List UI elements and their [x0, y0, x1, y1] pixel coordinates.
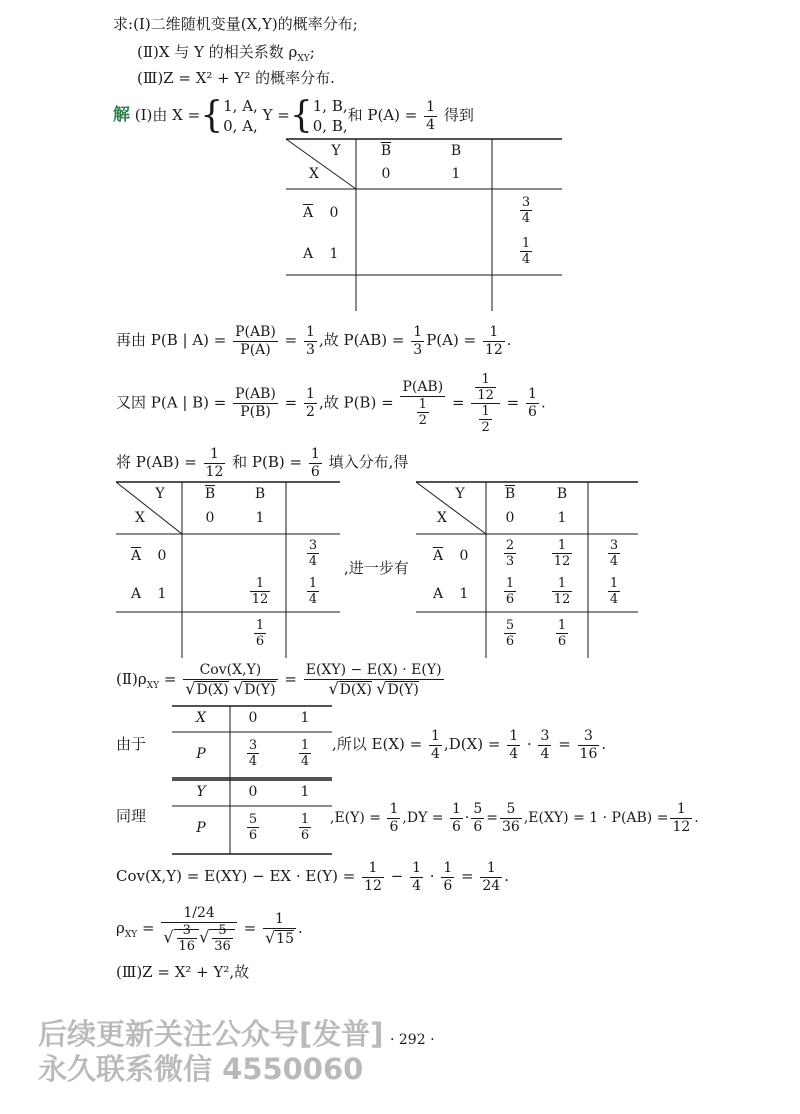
rho-frac1: [183, 662, 277, 699]
y-p1-den: 6: [248, 828, 258, 843]
table3-r1-sum: [602, 576, 626, 607]
table1-r1-sum-num: 1: [521, 236, 531, 251]
step1-frac4: [483, 324, 505, 359]
table3-c00: [498, 538, 522, 569]
table2-x-header: X: [135, 510, 145, 526]
cov-f2-den: 4: [412, 877, 421, 894]
table2-r1-sum: [300, 576, 326, 607]
x-p1-num: 3: [248, 738, 258, 753]
rho-val-sub: XY: [124, 930, 138, 940]
table3-s1-num: 1: [557, 618, 567, 633]
cov-text1: Cov(X,Y) = E(XY) − EX · E(Y) =: [116, 867, 356, 885]
y-table-h2: 0: [248, 784, 258, 800]
joint-distribution-table-2: [116, 482, 340, 658]
rho-val-frac: [161, 905, 237, 954]
cov-frac3: [441, 860, 454, 895]
step3-f1-den: 12: [205, 463, 224, 480]
exy-den: 12: [672, 818, 691, 835]
question-line-1: [113, 14, 358, 34]
table3-col-1: 1: [557, 510, 567, 526]
table1-r0-sum: [514, 195, 538, 226]
x-table-h2: 0: [248, 710, 258, 726]
y-p2-den: 6: [300, 828, 310, 843]
cov-f3-num: 1: [443, 859, 453, 876]
pa-num: 1: [426, 98, 436, 115]
dx-d2-den: 4: [540, 745, 550, 762]
x-table-p: P: [196, 746, 206, 762]
step3-f2-num: 1: [310, 445, 320, 462]
step2-eq2: =: [451, 393, 465, 412]
solution-intro: [113, 95, 474, 136]
table3-c11-num: 1: [552, 576, 573, 592]
rho-res-num: 1: [263, 911, 296, 929]
table1-row-0: 0: [329, 205, 339, 221]
x-p2-num: 1: [300, 738, 310, 753]
table2-row-0: 0: [157, 548, 167, 564]
table1-y-header: Y: [331, 143, 341, 159]
table2-sum-b: [248, 618, 272, 649]
further-text: ,进一步有: [344, 559, 409, 577]
y-p1-num: 5: [248, 812, 258, 827]
dy-d3-den: 36: [502, 818, 520, 835]
rho-subscript: XY: [297, 54, 310, 64]
y-p2-num: 1: [300, 812, 310, 827]
rho-label: (Ⅱ)ρ: [116, 670, 147, 688]
y-table-h1: Y: [196, 784, 206, 800]
step3-frac1: [204, 446, 226, 481]
watermark-line-2: 永久联系微信 4550060: [38, 1052, 364, 1086]
dy-frac2: [471, 801, 484, 836]
dx-d1-den: 4: [509, 745, 519, 762]
dy-dot: ·: [464, 810, 470, 826]
question-part-2: (Ⅱ)X 与 Y 的相关系数 ρ: [137, 43, 298, 61]
page-number: · 292 ·: [390, 1032, 435, 1048]
dx-dot: ·: [526, 735, 532, 753]
dx-frac2: [538, 728, 551, 763]
table3-r1-sum-den: 4: [609, 592, 619, 607]
table3-s1: [550, 618, 574, 649]
table1-r0-sum-den: 4: [521, 211, 531, 226]
table3-row-0: 0: [459, 548, 469, 564]
x-p1-den: 4: [248, 754, 258, 769]
x-case-2: 0, A,: [223, 117, 258, 135]
y-table-p2: [292, 812, 318, 843]
rho-f2-den-b: D(Y): [387, 681, 419, 698]
ey-e-den: 6: [389, 818, 399, 835]
x-table-h1: X: [196, 710, 206, 726]
x-table-h3: 1: [300, 710, 310, 726]
question-part-3: (Ⅲ)Z = X² + Y² 的概率分布.: [137, 69, 335, 87]
dx-d3-num: 3: [578, 728, 600, 746]
joint-distribution-table-1: [286, 139, 562, 311]
exy-frac: [670, 801, 692, 836]
table3-c01: [548, 538, 576, 569]
step3-frac2: [309, 446, 322, 481]
table3-c01-num: 1: [552, 538, 573, 554]
rho-val-eq: =: [141, 919, 155, 937]
step1-f3-den: 3: [413, 341, 423, 358]
sqrt-icon: √: [163, 927, 174, 946]
table2-r0-sum-num: 3: [308, 538, 318, 553]
question-line-3: [137, 68, 335, 88]
ey-text2: ,DY =: [402, 810, 444, 826]
x-p2-den: 4: [300, 754, 310, 769]
table3-c10-num: 1: [505, 576, 515, 591]
y-table-p1: [240, 812, 266, 843]
watermark-line-1: 后续更新关注公众号[发普]: [38, 1017, 384, 1051]
rho-result-frac: [263, 911, 296, 948]
table1-row-bar-a: $\overline{A}$: [302, 205, 314, 221]
step2-eq3: =: [506, 393, 520, 412]
table2-col-0: 0: [205, 510, 215, 526]
rho-val-end: .: [298, 919, 303, 937]
table2-sum-b-num: 1: [255, 618, 265, 633]
step2-frac3: [400, 379, 445, 428]
sqrt-icon: √: [233, 678, 244, 698]
step1-f3-num: 1: [413, 323, 423, 340]
cov-minus: −: [390, 867, 404, 885]
ex-text2: ,D(X) =: [443, 735, 501, 753]
step2-f2-num: 1: [306, 386, 315, 402]
rho-eq: =: [163, 670, 177, 688]
step1-f4-den: 12: [484, 341, 503, 358]
ey-frac: [387, 801, 400, 836]
step1-text1: 再由 P(B | A) =: [116, 331, 227, 349]
cov-f1-num: 1: [362, 860, 384, 878]
dx-end: .: [601, 735, 607, 753]
step1-eq: =: [284, 331, 298, 349]
rho-label-sub: XY: [146, 681, 160, 691]
step2-frac4: [471, 372, 500, 435]
step-1: [116, 318, 512, 362]
table1-x-header: X: [309, 166, 319, 182]
rho-value: [116, 898, 303, 965]
step-2: [116, 372, 546, 435]
table2-col-b: B: [254, 486, 266, 502]
ex-text1: ,所以 E(X) =: [332, 735, 423, 753]
step2-f4-den-num: 1: [481, 404, 490, 419]
y-table-p: P: [196, 820, 206, 836]
joint-distribution-table-3: [416, 482, 638, 658]
rho-f1-num: Cov(X,Y): [183, 662, 277, 680]
x-table-p1: [240, 738, 266, 769]
step2-f4-num-den: 12: [477, 388, 494, 403]
step2-text1: 又因 P(A | B) =: [116, 393, 227, 412]
pa-end: 得到: [443, 106, 474, 124]
table2-r1b-num: 1: [250, 576, 271, 592]
table-3-lines: [416, 482, 638, 658]
cov-end: .: [504, 867, 509, 885]
step1-text2: ,故 P(AB) =: [318, 331, 405, 349]
ex-formula: [332, 724, 606, 764]
question-part-2-end: ;: [309, 43, 315, 61]
cov-frac1: [362, 860, 384, 895]
table2-r1b-den: 12: [251, 592, 269, 607]
table3-r0-sum: [602, 538, 626, 569]
rho-eq2: =: [284, 670, 297, 688]
sqrt-icon: √: [328, 678, 339, 698]
table3-row-a: A: [432, 586, 444, 602]
pa-text: 和 P(A) =: [347, 106, 418, 124]
x-table-p2: [292, 738, 318, 769]
table3-x-header: X: [437, 510, 447, 526]
rho-f2-den-a: D(X): [339, 681, 372, 698]
dy-d1-den: 6: [451, 818, 461, 835]
pa-fraction: [424, 99, 437, 134]
solution-label: 解: [113, 105, 130, 125]
y-cases: [313, 96, 348, 136]
step2-frac2: [304, 386, 317, 421]
dy-eq: =: [486, 810, 498, 826]
table3-c00-den: 3: [505, 554, 515, 569]
table3-c11-den: 12: [553, 592, 571, 607]
table-2-lines: [116, 482, 340, 658]
cov-f2-num: 1: [412, 859, 421, 876]
table1-row-a: A: [302, 246, 314, 262]
cov-frac4: [480, 860, 502, 895]
cov-frac2: [410, 860, 423, 895]
table1-col-b: B: [450, 143, 462, 159]
dy-d2-num: 5: [473, 800, 483, 817]
step2-f2-den: 2: [306, 404, 315, 420]
table3-s1-den: 6: [557, 634, 567, 649]
step2-f4-num-num: 1: [475, 372, 496, 388]
rho-formula: [116, 656, 446, 709]
step2-frac5: [526, 386, 539, 421]
step-3: [116, 442, 408, 482]
table3-col-bar-b: $\overline{B}$: [504, 486, 516, 502]
part-3-text: (Ⅲ)Z = X² + Y²,故: [116, 963, 250, 981]
table3-c00-num: 2: [505, 538, 515, 553]
rho-val-num: 1/24: [161, 905, 237, 923]
step2-f1-den: P(B): [240, 404, 271, 420]
table2-row-1: 1: [157, 586, 167, 602]
step2-f5-den: 6: [528, 404, 537, 420]
x-distribution-table: [172, 706, 332, 780]
y-equals: Y =: [262, 106, 290, 124]
table2-row-a: A: [130, 586, 142, 602]
table2-r0-sum: [300, 538, 326, 569]
cov-dot: ·: [429, 867, 435, 885]
sqrt-icon: √: [199, 927, 210, 946]
dy-d2-den: 6: [473, 818, 483, 835]
ex-label: 由于: [116, 735, 147, 753]
step2-f1-num: P(AB): [235, 386, 276, 402]
x-cases: [223, 96, 258, 136]
table1-col-0: 0: [381, 166, 391, 182]
rho-f1-den-b: D(Y): [244, 681, 276, 698]
sqrt-icon: √: [264, 927, 276, 947]
step2-frac1: [233, 386, 278, 421]
pa-den: 4: [426, 116, 436, 133]
dy-frac3: [500, 801, 522, 836]
rho-frac2: [304, 662, 444, 699]
ey-label: 同理: [116, 807, 147, 825]
cov-f4-num: 1: [480, 860, 502, 878]
table1-r0-sum-num: 3: [521, 195, 531, 210]
rho-val-eq2: =: [243, 919, 257, 937]
step3-f2-den: 6: [310, 463, 320, 480]
rho-res-den: 15: [276, 930, 294, 947]
ex-e-den: 4: [431, 745, 440, 762]
left-brace-y: {: [289, 95, 313, 136]
step3-f1-num: 1: [204, 446, 226, 464]
step3-text2: 和 P(B) =: [232, 453, 303, 471]
step2-eq: =: [284, 393, 298, 412]
dx-eq: =: [558, 735, 571, 753]
rho-r2-num: 5: [212, 923, 233, 939]
step1-f1-num: P(AB): [235, 323, 276, 340]
table2-col-bar-b: $\overline{B}$: [204, 486, 216, 502]
rho-f1-den-a: D(X): [196, 681, 229, 698]
step2-f5-num: 1: [528, 386, 537, 402]
table3-s0-den: 6: [505, 634, 515, 649]
table3-r1-sum-num: 1: [609, 576, 619, 591]
step1-f1-den: P(A): [240, 341, 271, 358]
table2-col-1: 1: [255, 510, 265, 526]
y-table-h3: 1: [300, 784, 310, 800]
y-distribution-table: [172, 780, 332, 854]
table3-row-bar-a: $\overline{A}$: [432, 548, 444, 564]
step1-end: .: [506, 331, 512, 349]
table3-s0-num: 5: [505, 618, 515, 633]
rho-r1-den: 16: [178, 938, 196, 954]
table3-col-0: 0: [505, 510, 515, 526]
left-brace: {: [200, 95, 224, 136]
table3-r0-sum-den: 4: [609, 554, 619, 569]
table2-r1-sum-den: 4: [308, 592, 318, 607]
table3-s0: [498, 618, 522, 649]
solution-part1-intro: (Ⅰ)由 X =: [134, 106, 201, 124]
cov-eq: =: [461, 867, 474, 885]
x-case-1: 1, A,: [223, 97, 258, 115]
sqrt-icon: √: [185, 678, 196, 698]
rho-val-label: ρ: [116, 919, 125, 937]
ey-text3: ,E(XY) = 1 · P(AB) =: [523, 810, 669, 826]
table1-col-bar-b: $\overline{B}$: [380, 143, 392, 159]
table3-c11: [548, 576, 576, 607]
cov-f3-den: 6: [443, 877, 453, 894]
step1-f4-num: 1: [483, 324, 505, 342]
table2-r1-sum-num: 1: [308, 576, 318, 591]
ey-e-num: 1: [389, 800, 399, 817]
dx-d1-num: 1: [509, 727, 519, 744]
table3-r0-sum-num: 3: [609, 538, 619, 553]
ey-formula: [330, 798, 699, 838]
step1-f2-num: 1: [306, 323, 315, 340]
sqrt-icon: √: [376, 678, 387, 698]
exy-num: 1: [670, 801, 692, 819]
table1-r1-sum: [514, 236, 538, 267]
step2-end: .: [540, 393, 546, 412]
cov-formula: [116, 856, 509, 896]
dy-d3-num: 5: [500, 801, 522, 819]
dx-frac1: [507, 728, 520, 763]
ey-end: .: [694, 810, 699, 826]
y-case-2: 0, B,: [312, 117, 348, 135]
dx-frac3: [578, 728, 600, 763]
step2-f3-num: P(AB): [402, 379, 444, 395]
rho-r1-num: 3: [177, 923, 198, 939]
table1-col-1: 1: [451, 166, 461, 182]
table3-row-1: 1: [459, 586, 469, 602]
table3-y-header: Y: [455, 486, 465, 502]
dy-frac1: [450, 801, 463, 836]
step2-f3-den-num: 1: [418, 397, 427, 412]
step3-text3: 填入分布,得: [328, 453, 409, 471]
question-prefix: 求:: [113, 15, 134, 33]
rho-f2-num: E(XY) − E(X) · E(Y): [305, 661, 442, 678]
ey-text1: ,E(Y) =: [330, 810, 382, 826]
table2-r0-sum-den: 4: [308, 554, 318, 569]
table2-y-header: Y: [155, 486, 165, 502]
dx-d2-num: 3: [540, 727, 550, 744]
table2-sum-b-den: 6: [255, 634, 265, 649]
rho-r2-den: 36: [214, 938, 231, 954]
step3-text1: 将 P(AB) =: [116, 453, 197, 471]
ex-e-num: 1: [431, 727, 440, 744]
question-part-1: (Ⅰ)二维随机变量(X,Y)的概率分布;: [133, 15, 358, 33]
step2-f3-den-den: 2: [418, 413, 427, 428]
question-line-2: [137, 42, 315, 69]
table3-c10: [498, 576, 522, 607]
table2-row-bar-a: $\overline{A}$: [130, 548, 142, 564]
table3-col-b: B: [556, 486, 568, 502]
step1-frac1: [233, 324, 278, 359]
table1-row-1: 1: [329, 246, 339, 262]
table3-c01-den: 12: [553, 554, 571, 569]
step2-f4-den-den: 2: [481, 420, 490, 435]
ex-frac: [429, 728, 442, 763]
step1-frac2: [304, 324, 317, 359]
y-case-1: 1, B,: [312, 97, 348, 115]
step1-f2-den: 3: [306, 341, 315, 358]
table1-r1-sum-den: 4: [521, 252, 531, 267]
cov-f1-den: 12: [364, 877, 382, 894]
dy-d1-num: 1: [451, 800, 461, 817]
dx-d3-den: 16: [579, 745, 598, 762]
step2-text2: ,故 P(B) =: [318, 393, 394, 412]
step1-frac3: [411, 324, 424, 359]
table2-r1-b: [246, 576, 274, 607]
table3-c10-den: 6: [505, 592, 515, 607]
cov-f4-den: 24: [482, 877, 501, 894]
step1-text3: P(A) =: [426, 331, 477, 349]
